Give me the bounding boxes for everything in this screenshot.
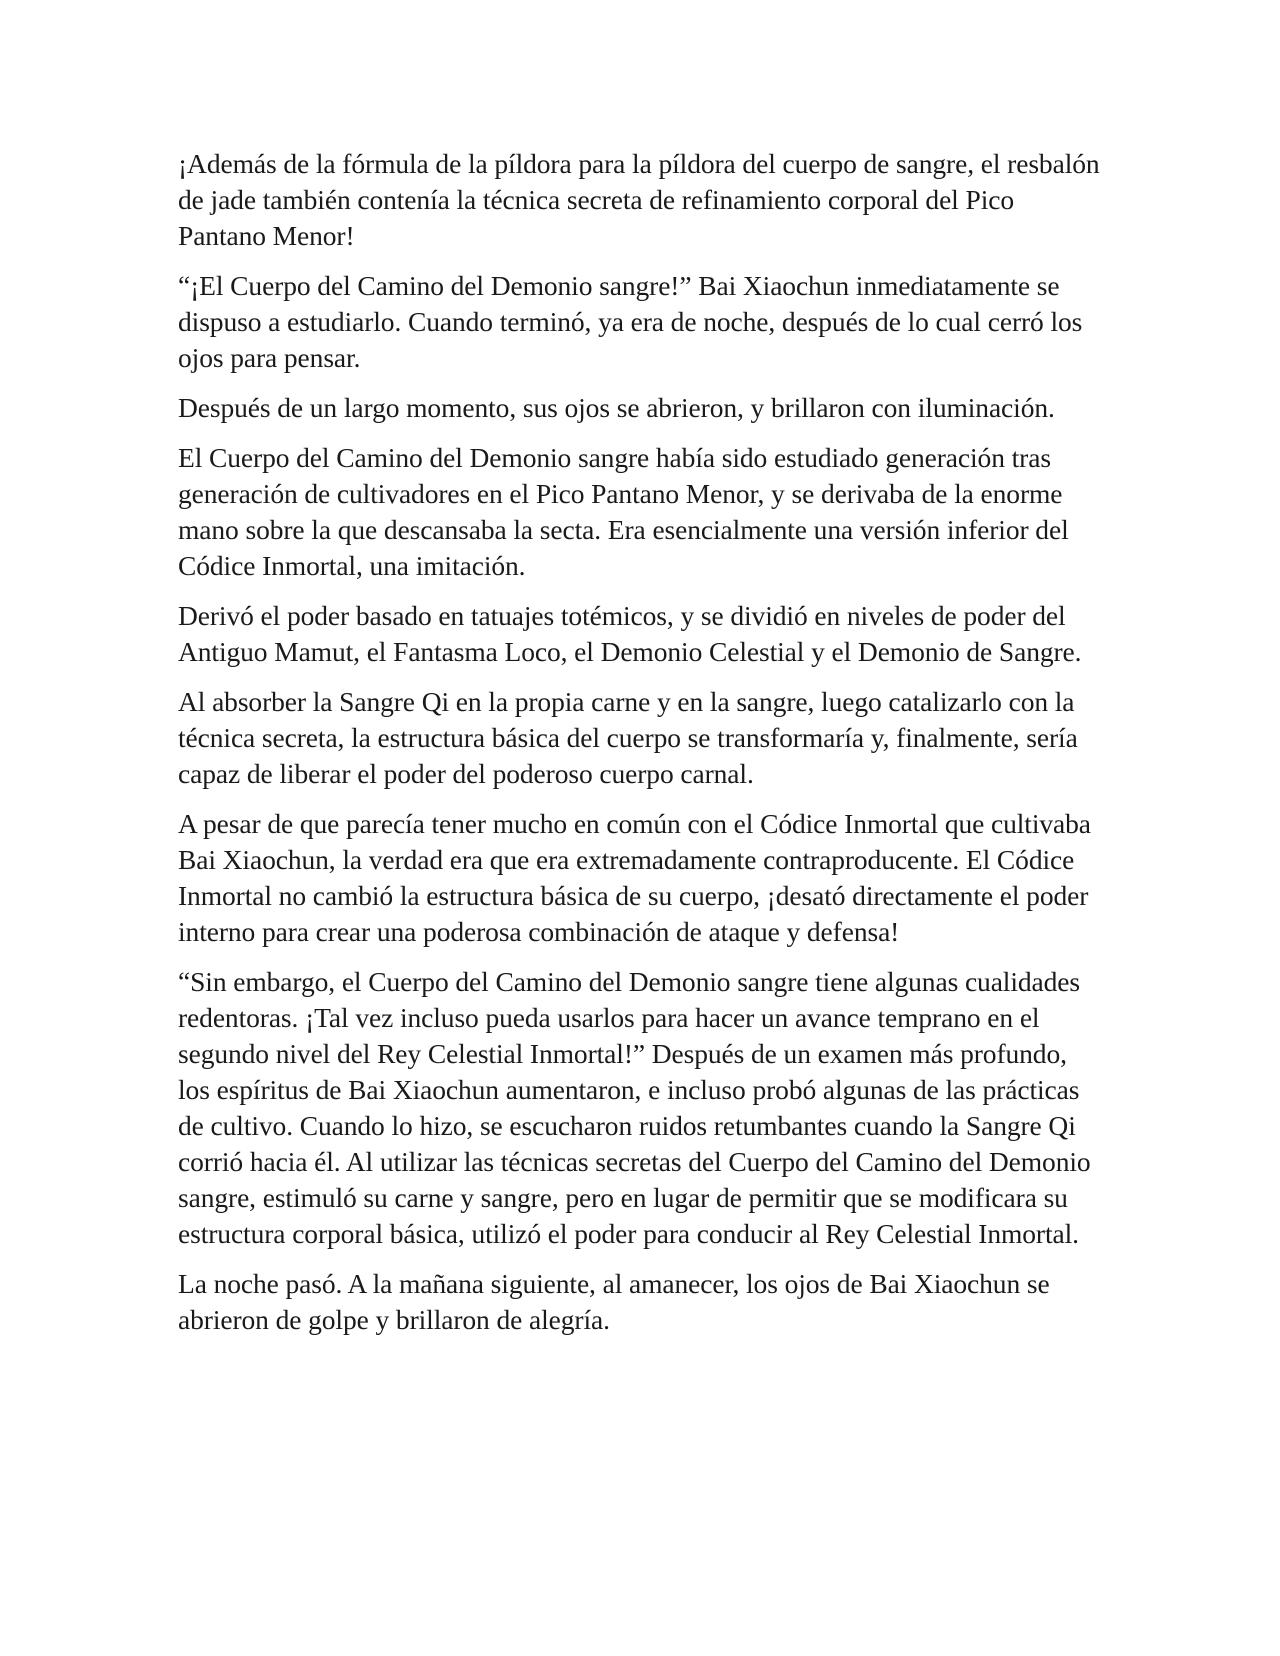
paragraph-1: ¡Además de la fórmula de la píldora para la píldora del cuerpo de sangre, el resbalón de jade también contenía la técnica secreta de refinamiento corporal del Pico Pantano Menor! (178, 148, 1100, 251)
paragraph-9: La noche pasó. A la mañana siguiente, al amanecer, los ojos de Bai Xiaochun se abrieron de golpe y brillaron de alegría. (178, 1268, 1050, 1335)
paragraph-3: Después de un largo momento, sus ojos se abrieron, y brillaron con iluminación. (178, 392, 1055, 423)
paragraph-6: Al absorber la Sangre Qi en la propia carne y en la sangre, luego catalizarlo con la técnica secreta, la estructura básica del cuerpo se transformaría y, finalmente, sería capaz de liberar el poder del poderoso cuerpo carnal. (178, 686, 1078, 789)
paragraph-4: El Cuerpo del Camino del Demonio sangre había sido estudiado generación tras generación de cultivadores en el Pico Pantano Menor, y se derivaba de la enorme mano sobre la que descansaba la secta. Era esencialmente una versión inferior del Códice Inmortal, una imitación. (178, 442, 1069, 581)
document-body (178, 146, 1103, 1352)
paragraph-8: “Sin embargo, el Cuerpo del Camino del Demonio sangre tiene algunas cualidades redentoras. ¡Tal vez incluso pueda usarlos para hacer un avance temprano en el segundo nivel del Rey Celestial Inmortal!” Después de un examen más profundo, los espíritus de Bai Xiaochun aumentaron, e incluso probó algunas de las prácticas de cultivo. Cuando lo hizo, se escucharon ruidos retumbantes cuando la Sangre Qi corrió hacia él. Al utilizar las técnicas secretas del Cuerpo del Camino del Demonio sangre, estimuló su carne y sangre, pero en lugar de permitir que se modificara su estructura corporal básica, utilizó el poder para conducir al Rey Celestial Inmortal. (178, 966, 1091, 1249)
paragraph-2: “¡El Cuerpo del Camino del Demonio sangre!” Bai Xiaochun inmediatamente se dispuso a estudiarlo. Cuando terminó, ya era de noche, después de lo cual cerró los ojos para pensar. (178, 270, 1083, 373)
paragraph-5: Derivó el poder basado en tatuajes totémicos, y se dividió en niveles de poder del Antiguo Mamut, el Fantasma Loco, el Demonio Celestial y el Demonio de Sangre. (178, 600, 1082, 667)
paragraph-7: A pesar de que parecía tener mucho en común con el Códice Inmortal que cultivaba Bai Xiaochun, la verdad era que era extremadamente contraproducente. El Códice Inmortal no cambió la estructura básica de su cuerpo, ¡desató directamente el poder interno para crear una poderosa combinación de ataque y defensa! (178, 808, 1091, 947)
